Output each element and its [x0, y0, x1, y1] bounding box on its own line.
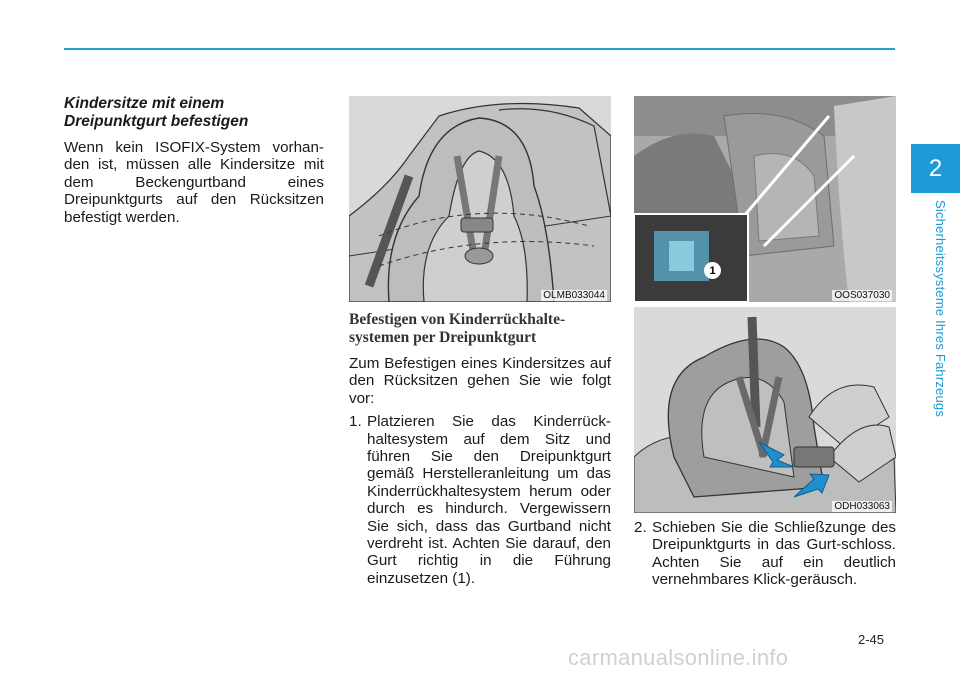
intro-paragraph: Wenn kein ISOFIX-System vorhan-den ist, müssen alle Kindersitze mit dem Beckengurtband eines Dreipunktgurts auf den Rücksitzen befestigt werden. — [64, 139, 324, 226]
figure-code: OLMB033044 — [543, 290, 605, 301]
child-seat-illustration — [349, 96, 611, 302]
step-text: Schieben Sie die Schließzunge des Dreipunktgurts in das Gurt-schloss. Achten Sie auf ein deutlich vernehmbares Klick-geräusch. — [652, 519, 896, 589]
procedure-heading: Befestigen von Kinderrückhalte- systemen per Dreipunktgurt — [349, 311, 566, 346]
figure-code: OOS037030 — [834, 290, 890, 301]
buckle-drawing — [634, 307, 896, 513]
step-text: Platzieren Sie das Kinderrück-haltesystem auf dem Sitz und führen Sie den Dreipunktgurt gemäß Herstelleranleitung um das Kinderrückhaltesystem herum oder durch es hindurch. Vergewissern Sie sich, dass das Gurtband nicht verdreht ist. Achten Sie darauf, den Gurt richtig in die Führung einzusetzen (1). — [367, 413, 611, 587]
step-2 — [634, 519, 896, 589]
right-column — [634, 519, 896, 589]
chapter-title: Sicherheitssysteme Ihres Fahrzeugs — [933, 200, 948, 418]
rear-seat-photo — [634, 96, 896, 302]
left-column — [64, 95, 324, 226]
chapter-number: 2 — [928, 154, 943, 182]
watermark: carmanualsonline.info — [568, 645, 789, 670]
section-heading: Kindersitze mit einem Dreipunktgurt befestigen — [64, 95, 249, 130]
figure-code: ODH033063 — [834, 501, 890, 512]
callout-badge: 1 — [704, 262, 721, 279]
page-number: 2-45 — [858, 632, 885, 647]
buckle-illustration — [634, 307, 896, 513]
step-1 — [349, 413, 611, 587]
step-number: 2. — [634, 519, 647, 536]
middle-column — [349, 311, 611, 587]
rear-seat-drawing — [634, 96, 896, 302]
procedure-intro: Zum Befestigen eines Kindersitzes auf den Rücksitzen gehen Sie wie folgt vor: — [349, 355, 611, 407]
child-seat-drawing — [349, 96, 611, 302]
chapter-tab — [911, 144, 960, 193]
step-number: 1. — [349, 413, 362, 431]
header-rule — [64, 48, 895, 50]
